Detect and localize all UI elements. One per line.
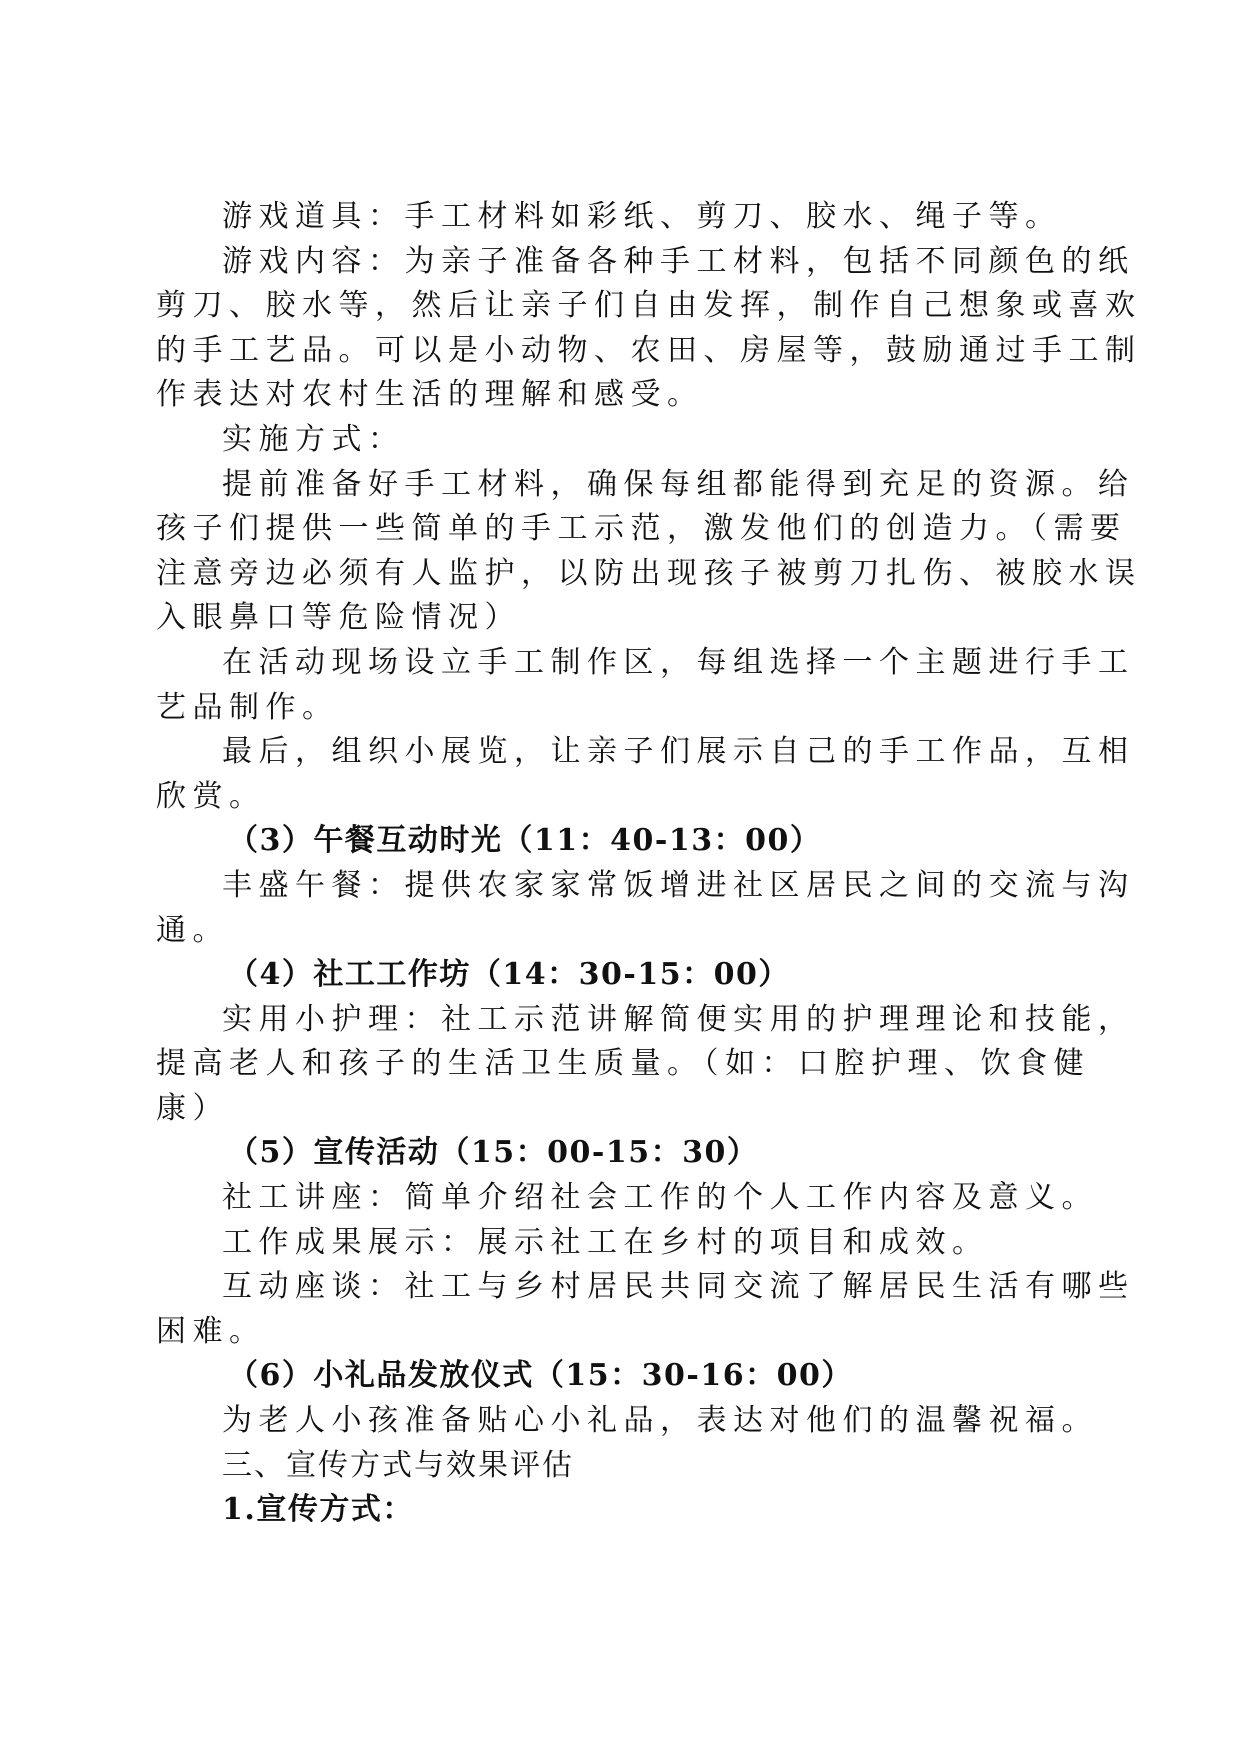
paragraph-line: 提高老人和孩子的生活卫生质量。（如：口腔护理、饮食健 <box>156 1046 1090 1082</box>
paragraph-line: 提前准备好手工材料，确保每组都能得到充足的资源。给 <box>222 466 1135 502</box>
paragraph-line: 入眼鼻口等危险情况） <box>156 600 521 636</box>
paragraph-line: 工作成果展示：展示社工在乡村的项目和成效。 <box>222 1224 989 1260</box>
section-heading: （5）宣传活动（15：00-15：30） <box>228 1135 759 1171</box>
paragraph-line: 丰盛午餐：提供农家家常饭增进社区居民之间的交流与沟 <box>222 867 1135 903</box>
paragraph-line: 剪刀、胶水等，然后让亲子们自由发挥，制作自己想象或喜欢 <box>156 288 1142 324</box>
paragraph-line: 的手工艺品。可以是小动物、农田、房屋等，鼓励通过手工制 <box>156 332 1142 368</box>
paragraph-line: 互动座谈：社工与乡村居民共同交流了解居民生活有哪些 <box>222 1269 1135 1305</box>
paragraph-line: 最后，组织小展览，让亲子们展示自己的手工作品，互相 <box>222 734 1135 770</box>
paragraph-line: 实施方式： <box>222 421 405 457</box>
paragraph-line: 游戏内容：为亲子准备各种手工材料，包括不同颜色的纸 <box>222 243 1135 279</box>
paragraph-line: 欣赏。 <box>156 778 266 814</box>
paragraph-line: 康） <box>156 1090 229 1126</box>
section-heading: （3）午餐互动时光（11：40-13：00） <box>228 823 822 859</box>
paragraph-line: 作表达对农村生活的理解和感受。 <box>156 377 704 413</box>
paragraph-line: 游戏道具：手工材料如彩纸、剪刀、胶水、绳子等。 <box>222 199 1062 234</box>
subsection-heading: 1.宣传方式： <box>222 1492 414 1528</box>
section-heading: （6）小礼品发放仪式（15：30-16：00） <box>228 1358 853 1394</box>
paragraph-line: 困难。 <box>156 1313 266 1349</box>
paragraph-line: 在活动现场设立手工制作区，每组选择一个主题进行手工 <box>222 644 1135 680</box>
document-page <box>156 195 1142 1533</box>
paragraph-line: 注意旁边必须有人监护，以防出现孩子被剪刀扎伤、被胶水误 <box>156 555 1142 591</box>
paragraph-line: 通。 <box>156 912 229 948</box>
section-heading: （4）社工工作坊（14：30-15：00） <box>228 957 790 993</box>
paragraph-line: 为老人小孩准备贴心小礼品，表达对他们的温馨祝福。 <box>222 1403 1098 1439</box>
paragraph-line: 实用小护理：社工示范讲解简便实用的护理理论和技能， <box>222 1001 1135 1037</box>
chapter-heading: 三、宣传方式与效果评估 <box>222 1447 574 1483</box>
paragraph-line: 孩子们提供一些简单的手工示范，激发他们的创造力。（需要 <box>156 511 1127 547</box>
paragraph-line: 艺品制作。 <box>156 689 339 725</box>
paragraph-line: 社工讲座：简单介绍社会工作的个人工作内容及意义。 <box>222 1180 1098 1216</box>
